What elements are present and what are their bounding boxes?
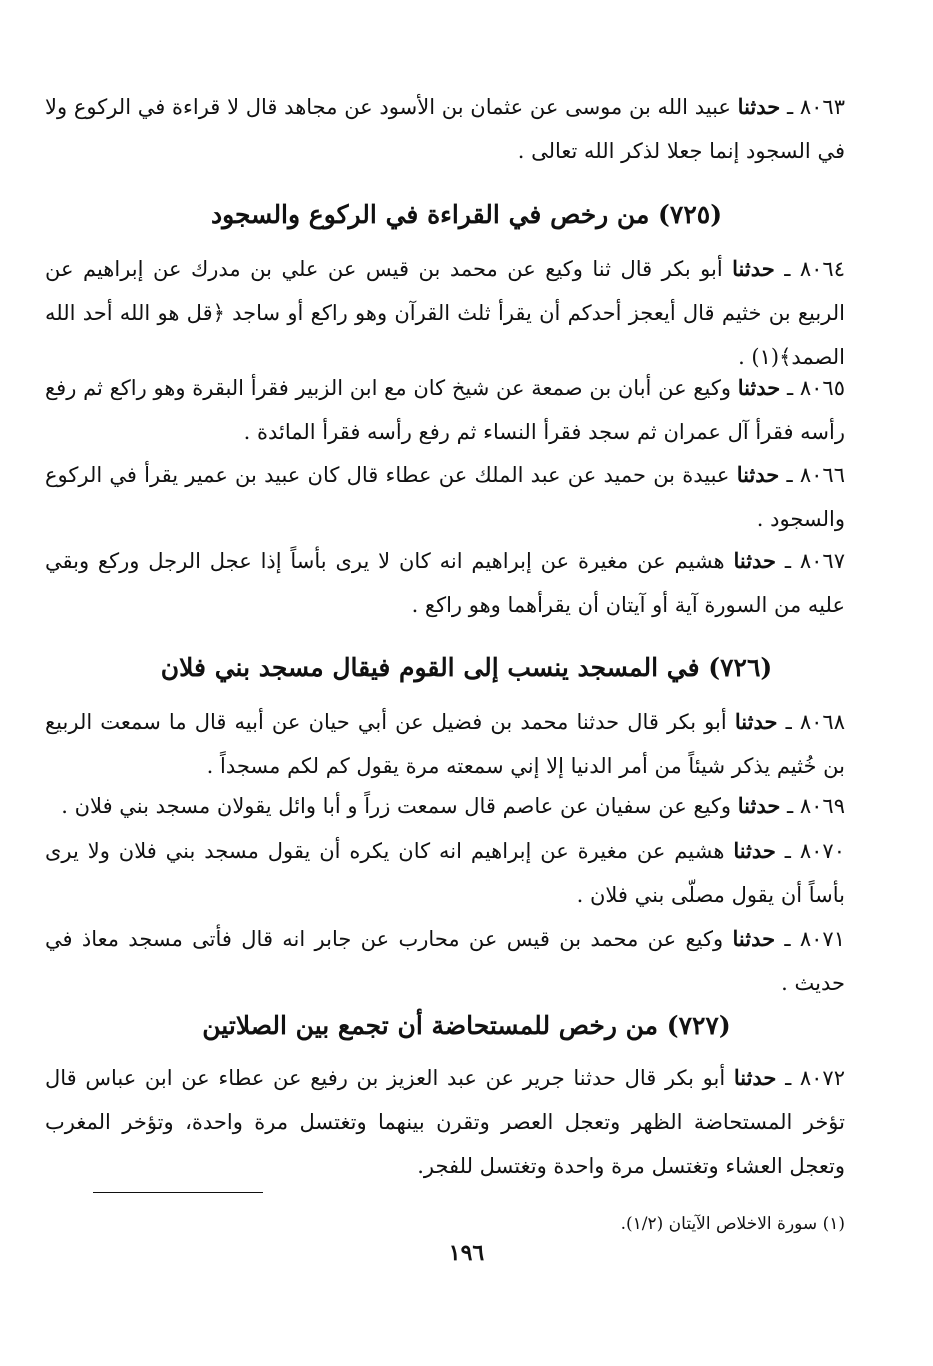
- hadith-lead: حدثنا: [733, 1065, 777, 1090]
- hadith-paragraph: ٨٠٧٠ ـ حدثنا هشيم عن مغيرة عن إبراهيم انه كان يكره أن يقول مسجد بني فلان ولا يرى بأساً أن يقول مصلّى بني فلان .: [45, 838, 845, 907]
- hadith-lead: حدثنا: [737, 793, 781, 818]
- footnote-divider: [93, 1192, 263, 1193]
- hadith-paragraph: ٨٠٧١ ـ حدثنا وكيع عن محمد بن قيس عن محارب عن جابر انه قال فأتى مسجد معاذ في حديث .: [45, 926, 845, 995]
- hadith-text: أبو بكر قال ثنا وكيع عن محمد بن قيس عن علي بن مدرك عن إبراهيم عن الربيع بن خثيم قال أيعجز أحدكم أن يقرأ ثلث القرآن وهو راكع أو ساجد ﴿قل هو الله أحد الله الصمد﴾(١) .: [45, 257, 845, 369]
- hadith-number: ٨٠٦٤: [799, 257, 845, 281]
- hadith-text: هشيم عن مغيرة عن إبراهيم انه كان يكره أن يقول مسجد بني فلان ولا يرى بأساً أن يقول مصلّى بني فلان .: [45, 839, 845, 907]
- hadith-text: وكيع عن محمد بن قيس عن محارب عن جابر انه قال فأتى مسجد معاذ في حديث .: [45, 927, 845, 995]
- chapter-heading: (٧٢٦) في المسجد ينسب إلى القوم فيقال مسجد بني فلان: [160, 653, 773, 682]
- hadith-paragraph: ٨٠٦٣ ـ حدثنا عبيد الله بن موسى عن عثمان بن الأسود عن مجاهد قال لا قراءة في الركوع ولا في السجود إنما جعلا لذكر الله تعالى .: [45, 94, 845, 163]
- hadith-number: ٨٠٦٦: [799, 463, 845, 487]
- hadith-lead: حدثنا: [733, 838, 776, 863]
- hadith-paragraph: ٨٠٦٨ ـ حدثنا أبو بكر قال حدثنا محمد بن فضيل عن أبي حيان عن أبيه قال ما سمعت الربيع بن خُثيم يذكر شيئاً من أمر الدنيا إلا إني سمعته مرة يقول كم لكم مسجداً .: [45, 709, 845, 778]
- hadith-lead: حدثنا: [733, 548, 777, 573]
- hadith-paragraph: ٨٠٦٦ ـ حدثنا عبيدة بن حميد عن عبد الملك عن عطاء قال كان عبيد بن عمير يقرأ في الركوع والسجود .: [45, 462, 845, 531]
- footnote: (١) سورة الاخلاص الآيتان (١/٢).: [620, 1214, 845, 1234]
- hadith-lead: حدثنا: [737, 375, 781, 400]
- hadith-paragraph: ٨٠٧٢ ـ حدثنا أبو بكر قال حدثنا جرير عن عبد العزيز بن رفيع عن عطاء عن ابن عباس قال تؤخر المستحاضة الظهر وتعجل العصر وتقرن بينهما وتغتسل مرة واحدة، وتؤخر المغرب وتعجل العشاء وتغتسل مرة واحدة وتغتسل للفجر.: [45, 1065, 845, 1178]
- hadith-paragraph: ٨٠٦٥ ـ حدثنا وكيع عن أبان بن صمعة عن شيخ كان مع ابن الزبير فقرأ البقرة وهو راكع ثم رفع رأسه فقرأ آل عمران ثم سجد فقرأ النساء ثم رفع رأسه فقرأ المائدة .: [45, 375, 845, 444]
- chapter-heading: (٧٢٥) من رخص في القراءة في الركوع والسجود: [210, 200, 723, 229]
- hadith-lead: حدثنا: [732, 256, 775, 281]
- hadith-text: أبو بكر قال حدثنا جرير عن عبد العزيز بن رفيع عن عطاء عن ابن عباس قال تؤخر المستحاضة الظهر وتعجل العصر وتقرن بينهما وتغتسل مرة واحدة، وتؤخر المغرب وتعجل العشاء وتغتسل مرة واحدة وتغتسل للفجر.: [45, 1066, 845, 1178]
- hadith-number: ٨٠٧٢: [799, 1066, 845, 1090]
- hadith-number: ٨٠٦٨: [799, 710, 845, 734]
- hadith-number: ٨٠٦٥: [799, 376, 845, 400]
- hadith-text: هشيم عن مغيرة عن إبراهيم انه كان لا يرى بأساً إذا عجل الرجل وركع وبقي عليه من السورة آية أو آيتان أن يقرأهما وهو راكع .: [45, 549, 845, 617]
- hadith-text: وكيع عن أبان بن صمعة عن شيخ كان مع ابن الزبير فقرأ البقرة وهو راكع ثم رفع رأسه فقرأ آل عمران ثم سجد فقرأ النساء ثم رفع رأسه فقرأ المائدة .: [45, 376, 845, 444]
- hadith-number: ٨٠٦٧: [799, 549, 845, 573]
- hadith-lead: حدثنا: [737, 94, 781, 119]
- hadith-number: ٨٠٦٩: [799, 794, 845, 818]
- hadith-text: أبو بكر قال حدثنا محمد بن فضيل عن أبي حيان عن أبيه قال ما سمعت الربيع بن خُثيم يذكر شيئاً من أمر الدنيا إلا إني سمعته مرة يقول كم لكم مسجداً .: [45, 710, 845, 778]
- hadith-number: ٨٠٧٠: [799, 839, 845, 863]
- hadith-number: ٨٠٧١: [799, 927, 845, 951]
- hadith-number: ٨٠٦٣: [799, 95, 845, 119]
- hadith-lead: حدثنا: [736, 462, 780, 487]
- hadith-lead: حدثنا: [732, 926, 776, 951]
- hadith-paragraph: ٨٠٦٧ ـ حدثنا هشيم عن مغيرة عن إبراهيم انه كان لا يرى بأساً إذا عجل الرجل وركع وبقي عليه من السورة آية أو آيتان أن يقرأهما وهو راكع .: [45, 548, 845, 617]
- hadith-paragraph: ٨٠٦٩ ـ حدثنا وكيع عن سفيان عن عاصم قال سمعت زراً و أبا وائل يقولان مسجد بني فلان .: [61, 793, 845, 818]
- chapter-heading: (٧٢٧) من رخص للمستحاضة أن تجمع بين الصلاتين: [202, 1011, 731, 1040]
- hadith-lead: حدثنا: [734, 709, 778, 734]
- page-number: ١٩٦: [448, 1240, 485, 1266]
- hadith-text: وكيع عن سفيان عن عاصم قال سمعت زراً و أبا وائل يقولان مسجد بني فلان .: [61, 794, 732, 818]
- hadith-text: عبيد الله بن موسى عن عثمان بن الأسود عن مجاهد قال لا قراءة في الركوع ولا في السجود إنما جعلا لذكر الله تعالى .: [45, 95, 845, 163]
- hadith-paragraph: ٨٠٦٤ ـ حدثنا أبو بكر قال ثنا وكيع عن محمد بن قيس عن علي بن مدرك عن إبراهيم عن الربيع بن خثيم قال أيعجز أحدكم أن يقرأ ثلث القرآن وهو راكع أو ساجد ﴿قل هو الله أحد الله الصمد﴾(١) .: [45, 256, 845, 369]
- hadith-text: عبيدة بن حميد عن عبد الملك عن عطاء قال كان عبيد بن عمير يقرأ في الركوع والسجود .: [45, 463, 845, 531]
